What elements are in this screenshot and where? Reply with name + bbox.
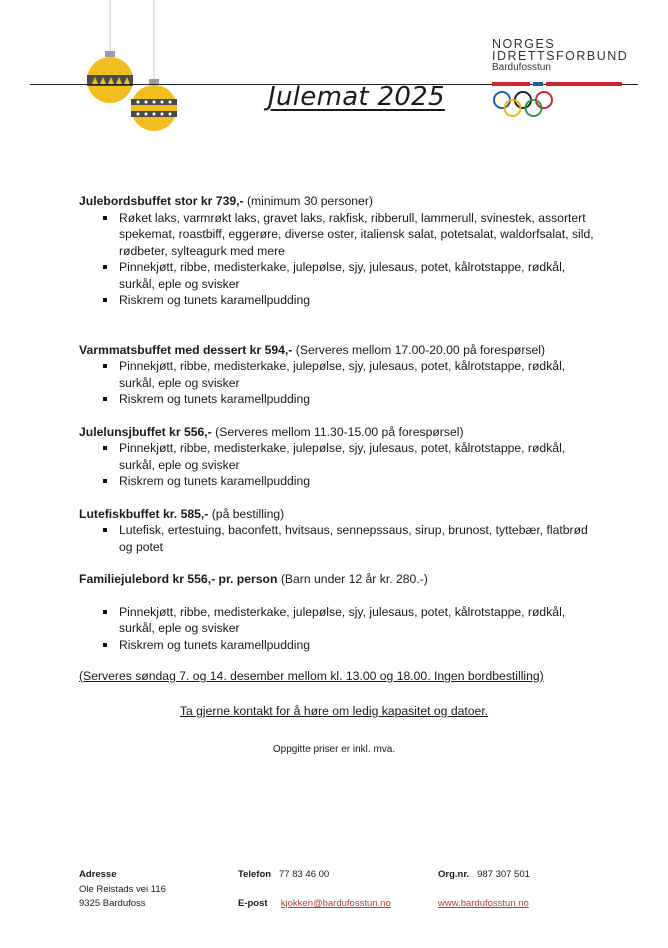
list-item: Pinnekjøtt, ribbe, medisterkake, julepølse, sjy, julesaus, potet, kålrotstappe, rødkål, surkål, eple og svisker: [119, 604, 599, 637]
christmas-ornaments-icon: [80, 0, 190, 140]
list-item: Pinnekjøtt, ribbe, medisterkake, julepølse, sjy, julesaus, potet, kålrotstappe, rødkål, surkål, eple og svisker: [119, 358, 599, 391]
address-line-1: Ole Reistads vei 116: [79, 883, 166, 895]
org-number: 987 307 501: [477, 869, 530, 880]
section-title: Julelunsjbuffet kr 556,-: [79, 424, 212, 439]
menu-content: [79, 193, 599, 653]
footer-address: [79, 868, 166, 912]
menu-section: [79, 571, 599, 653]
menu-section: [79, 342, 599, 408]
website-link[interactable]: www.bardufosstun.no: [438, 898, 529, 909]
list-item: Riskrem og tunets karamellpudding: [119, 473, 599, 490]
page-title: Julemat 2025: [268, 82, 445, 112]
olympic-rings-icon: [492, 90, 556, 120]
list-item: Riskrem og tunets karamellpudding: [119, 292, 599, 309]
list-item: Pinnekjøtt, ribbe, medisterkake, julepølse, sjy, julesaus, potet, kålrotstappe, rødkål, surkål, eple og svisker: [119, 259, 599, 292]
footer-website: [438, 897, 529, 912]
footer-org: [438, 868, 530, 883]
list-item: Lutefisk, ertestuing, baconfett, hvitsaus, sennepssaus, sirup, brunost, tyttebær, flatbrød og potet: [119, 522, 599, 555]
list-item: Riskrem og tunets karamellpudding: [119, 637, 599, 654]
contact-note: Ta gjerne kontakt for å høre om ledig kapasitet og datoer.: [179, 704, 489, 718]
section-title: Lutefiskbuffet kr. 585,-: [79, 506, 209, 521]
section-title: Julebordsbuffet stor kr 739,-: [79, 194, 244, 208]
footer-email: [238, 897, 391, 912]
section-title: Familiejulebord kr 556,- pr. person: [79, 572, 278, 586]
email-link[interactable]: kjokken@bardufosstun.no: [280, 898, 391, 909]
logo-color-bars: [492, 82, 622, 86]
list-item: Riskrem og tunets karamellpudding: [119, 391, 599, 408]
email-label: E-post: [238, 898, 268, 909]
section-note: (minimum 30 personer): [243, 194, 373, 208]
serving-note: (Serveres søndag 7. og 14. desember mellom kl. 13.00 og 18.00. Ingen bordbestilling): [79, 669, 544, 683]
price-note: Oppgitte priser er inkl. mva.: [272, 744, 396, 755]
section-note: (på bestilling): [208, 506, 285, 521]
logo-line-3: Bardufosstun: [492, 62, 551, 73]
section-note: (Barn under 12 år kr. 280.-): [277, 572, 428, 586]
address-label: Adresse: [79, 869, 117, 880]
phone-label: Telefon: [238, 869, 272, 880]
section-note: (Serveres mellom 11.30-15.00 på forespørsel): [211, 424, 464, 439]
menu-section: [79, 506, 599, 556]
logo-line-2: IDRETTSFORBUND: [492, 49, 629, 63]
menu-section: [79, 193, 599, 309]
footer-phone: [238, 868, 329, 883]
address-line-2: 9325 Bardufoss: [79, 898, 146, 909]
phone-number: 77 83 46 00: [279, 869, 330, 880]
list-item: Pinnekjøtt, ribbe, medisterkake, julepølse, sjy, julesaus, potet, kålrotstappe, rødkål, surkål, eple og svisker: [119, 440, 599, 473]
nif-logo: [492, 38, 642, 74]
list-item: Røket laks, varmrøkt laks, gravet laks, rakfisk, ribberull, lammerull, svinestek, assortert spekemat, roastbiff, eggerøre, diverse oster, italiensk salat, potetsalat, waldorfsalat, sild, rødbeter, sylteagurk med mere: [119, 210, 599, 260]
section-note: (Serveres mellom 17.00-20.00 på forespørsel): [292, 342, 546, 357]
section-title: Varmmatsbuffet med dessert kr 594,-: [79, 342, 293, 357]
menu-section: [79, 424, 599, 490]
logo-line-1: NORGES: [492, 37, 556, 51]
org-label: Org.nr.: [438, 869, 470, 880]
